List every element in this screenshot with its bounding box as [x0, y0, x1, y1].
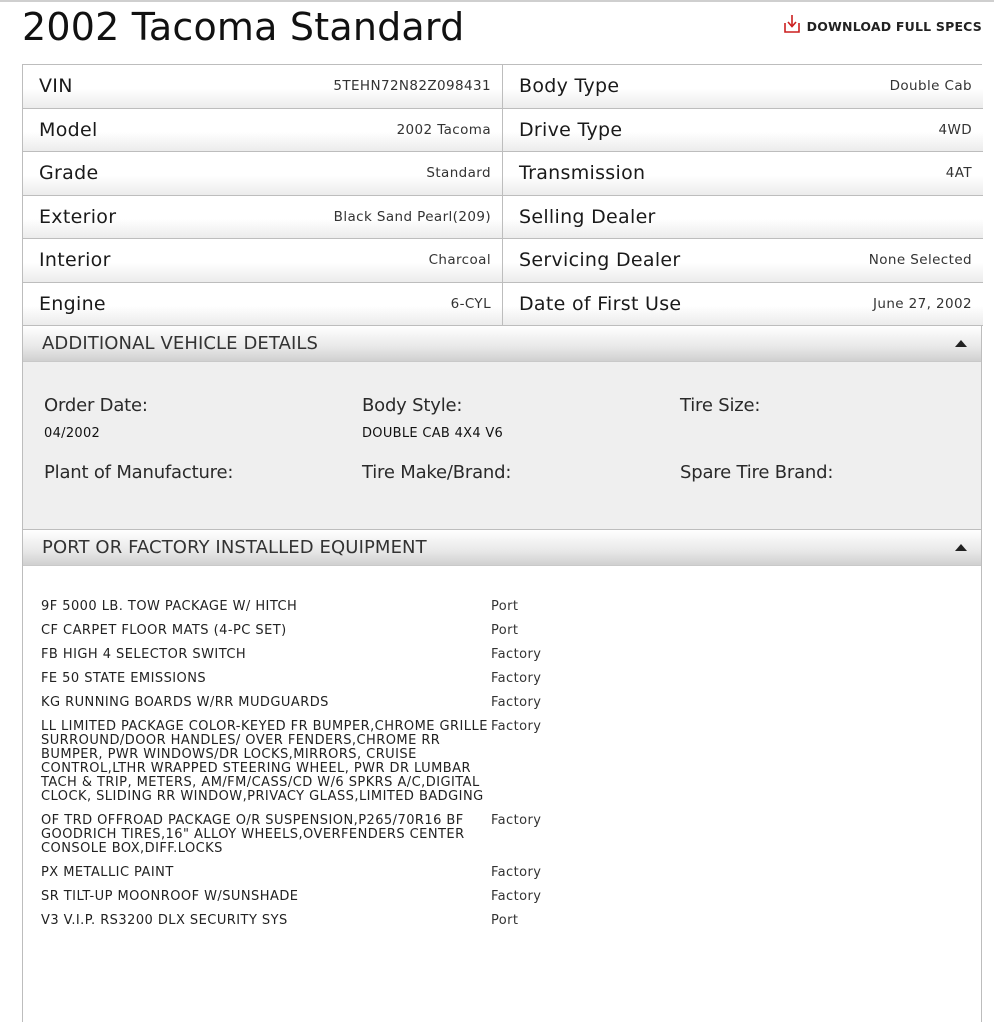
spec-body-type [503, 65, 983, 109]
spec-label: Grade [39, 162, 99, 185]
order-date-label: Order Date: [44, 395, 148, 416]
spec-value: None Selected [868, 252, 972, 269]
list-item [23, 866, 981, 880]
equipment-desc: 9F 5000 LB. TOW PACKAGE W/ HITCH [41, 599, 298, 614]
page-title: 2002 Tacoma Standard [22, 5, 465, 49]
tire-make-field [362, 462, 511, 483]
tire-make-label: Tire Make/Brand: [362, 462, 512, 483]
equipment-source: Factory [491, 813, 542, 828]
spec-drive-type [503, 109, 983, 153]
equipment-desc: SR TILT-UP MOONROOF W/SUNSHADE [41, 889, 299, 904]
spare-tire-field [680, 462, 833, 483]
spec-value: 2002 Tacoma [396, 121, 491, 138]
spec-interior [23, 239, 503, 283]
spec-label: Servicing Dealer [519, 249, 681, 272]
equipment-desc: OF TRD OFFROAD PACKAGE O/R SUSPENSION,P265/70R16 BF GOODRICH TIRES,16" ALLOY WHEELS,OVERFENDERS CENTER CONSOLE BOX,DIFF.LOCKS [41, 813, 465, 856]
download-full-specs-button[interactable] [783, 14, 982, 38]
vehicle-specs-panel [22, 64, 982, 1022]
equipment-desc: KG RUNNING BOARDS W/RR MUDGUARDS [41, 695, 329, 710]
spec-value: Standard [426, 165, 491, 182]
spec-value: 6-CYL [450, 295, 491, 312]
tire-size-field [680, 395, 760, 416]
equipment-desc: LL LIMITED PACKAGE COLOR-KEYED FR BUMPER,CHROME GRILLE SURROUND/DOOR HANDLES/ OVER FENDERS,CHROME RR BUMPER, PWR WINDOWS/DR LOCKS,MIRRORS, CRUISE CONTROL,LTHR WRAPPED STEERING WHEEL, PWR DR LUMBAR TACH & TRIP, METERS, AM/FM/CASS/CD W/6 SPKRS A/C,DIGITAL CLOCK, SLIDING RR WINDOW,PRIVACY GLASS,LIMITED BADGING [41, 719, 488, 804]
spec-value: 4AT [945, 165, 972, 182]
spec-model [23, 109, 503, 153]
spec-label: Engine [39, 292, 106, 315]
equipment-header[interactable] [23, 530, 981, 566]
spec-value: June 27, 2002 [872, 295, 972, 312]
spec-value: 4WD [938, 121, 972, 138]
spec-label: Drive Type [519, 118, 623, 141]
spec-transmission [503, 152, 983, 196]
equipment-source: Port [491, 913, 519, 928]
list-item [23, 720, 981, 804]
spec-value: Double Cab [889, 78, 972, 95]
equipment-source: Factory [491, 865, 542, 880]
equipment-source: Port [491, 599, 519, 614]
spec-grade [23, 152, 503, 196]
equipment-source: Factory [491, 719, 542, 734]
plant-label: Plant of Manufacture: [44, 462, 234, 483]
list-item [23, 624, 981, 638]
spec-label: Model [39, 118, 98, 141]
equipment-source: Factory [491, 695, 542, 710]
equipment-list [23, 566, 981, 1022]
equipment-source: Factory [491, 647, 542, 662]
list-item [23, 696, 981, 710]
body-style-label: Body Style: [362, 395, 463, 416]
spec-label: VIN [39, 75, 73, 98]
order-date-field [44, 395, 148, 441]
plant-field [44, 462, 233, 483]
equipment-source: Port [491, 623, 519, 638]
spec-exterior [23, 196, 503, 240]
equipment-title: PORT OR FACTORY INSTALLED EQUIPMENT [42, 537, 427, 558]
equipment-desc: PX METALLIC PAINT [41, 865, 174, 880]
specs-grid [23, 65, 981, 326]
spec-label: Date of First Use [519, 292, 682, 315]
spec-vin [23, 65, 503, 109]
list-item [23, 672, 981, 686]
list-item [23, 890, 981, 904]
top-border [0, 0, 994, 2]
spec-servicing-dealer [503, 239, 983, 283]
list-item [23, 814, 981, 856]
spec-label: Selling Dealer [519, 205, 656, 228]
body-style-value: DOUBLE CAB 4X4 V6 [362, 426, 504, 441]
spec-engine [23, 283, 503, 327]
equipment-source: Factory [491, 889, 542, 904]
body-style-field [362, 395, 503, 441]
tire-size-label: Tire Size: [680, 395, 761, 416]
spec-value: 5TEHN72N82Z098431 [333, 78, 491, 95]
additional-details-title: ADDITIONAL VEHICLE DETAILS [42, 333, 319, 354]
spec-label: Body Type [519, 75, 620, 98]
list-item [23, 600, 981, 614]
equipment-desc: FE 50 STATE EMISSIONS [41, 671, 207, 686]
caret-up-icon[interactable] [955, 544, 967, 551]
equipment-desc: FB HIGH 4 SELECTOR SWITCH [41, 647, 247, 662]
equipment-source: Factory [491, 671, 542, 686]
spec-label: Interior [39, 249, 111, 272]
additional-details-header[interactable] [23, 326, 981, 362]
list-item [23, 914, 981, 928]
equipment-desc: CF CARPET FLOOR MATS (4-PC SET) [41, 623, 287, 638]
spec-selling-dealer [503, 196, 983, 240]
caret-up-icon[interactable] [955, 340, 967, 347]
list-item [23, 648, 981, 662]
spec-label: Exterior [39, 205, 117, 228]
download-label: DOWNLOAD FULL SPECS [806, 18, 982, 34]
spare-tire-label: Spare Tire Brand: [680, 462, 834, 483]
order-date-value: 04/2002 [44, 426, 101, 441]
spec-value: Black Sand Pearl(209) [333, 208, 491, 225]
spec-value: Charcoal [428, 252, 491, 269]
download-icon [783, 14, 801, 38]
spec-date-first-use [503, 283, 983, 327]
equipment-desc: V3 V.I.P. RS3200 DLX SECURITY SYS [41, 913, 288, 928]
additional-details-panel [23, 362, 981, 530]
spec-label: Transmission [519, 162, 646, 185]
